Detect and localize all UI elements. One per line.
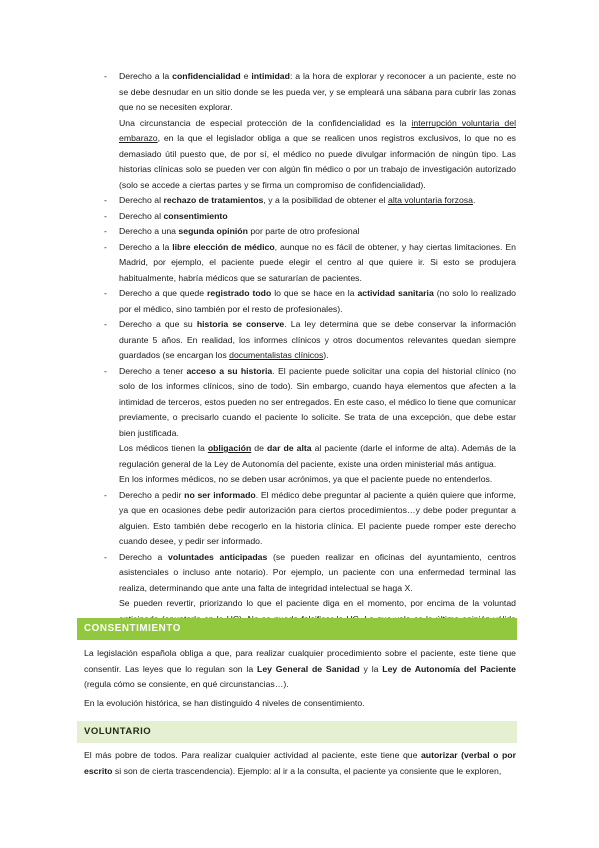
underlined-text: documentalistas clínicos [229,350,324,360]
text-run: La legislación española obliga a que, para realizar cualquier procedimiento sobre el paciente, este tiene que consentir. Las leyes que lo regulan son la [84,648,516,674]
text-run: Se pueden revertir, priorizando lo que el paciente diga en el momento, por encima de la voluntad [119,598,516,608]
bold-text: rechazo de tratamientos [163,195,264,205]
list-item [104,193,516,209]
list-item-text [119,317,516,364]
text-run: En la evolución histórica, se han distinguido 4 niveles de consentimiento. [84,698,365,708]
bold-text: confidencialidad [172,71,241,81]
list-bullet: - [104,365,107,376]
bold-text: Ley General de Sanidad [257,663,360,674]
list-bullet: - [104,71,107,81]
voluntario-paragraph [84,748,516,779]
text-run: por parte de otro profesional [247,226,360,236]
list-item-continuation [119,441,516,472]
text-run: : a la hora de explorar y reconocer a un paciente, este no se debe desnudar en un sitio donde se les pueda ver, y se empleará una sábana para cubrir las zonas que no se necesiten explorar. [119,71,516,112]
text-run: , en la que el legislador obliga a que se realicen unos registros exclusivos, lo que no es demasiado útil puesto que, de por sí, el médico no puede divulgar información de ningún tipo. Las historias clínicas solo se pueden ver con algún fin médico o por un trabajo de investigación autorizado (solo se accede a ciertas partes y se firma un compromiso de confidencialidad). [119,133,516,190]
consentimiento-paragraph-2 [84,696,516,712]
section-title: CONSENTIMIENTO [84,623,181,634]
list-bullet: - [104,195,107,205]
list-item-text [119,550,516,597]
text-run: . La ley determina que se debe conservar la información durante 5 años. En realidad, los informes clínicos y otros documentos relevantes quedan siempre guardados (se encargan los [119,319,516,360]
list-item [104,240,516,287]
text-run: y la [359,663,383,674]
text-run: (se pueden realizar en oficinas del ayuntamiento, centros asistenciales o incluso ante notario). Por ejemplo, un paciente con una enfermedad terminal las realiza, determinando que ante una falta de integridad intelectual se haga X. [119,551,516,593]
text-run: Derecho a pedir [119,489,185,500]
bold-text: dar de alta [266,443,312,453]
bold-text: actividad sanitaria [357,288,434,298]
list-item-text [119,286,516,317]
bold-text: historia se conserve [196,319,285,329]
subsection-title: VOLUNTARIO [84,726,152,737]
bold-text: autorizar (verbal o por escrito [84,750,516,776]
list-item-text [119,224,516,240]
text-run: ). [323,350,329,360]
list-item-continuation [119,472,516,488]
list-item-text [119,209,516,225]
text-run: Derecho a tener [119,365,187,376]
list-item [104,488,516,550]
bold-text: intimidad [251,71,290,81]
list-item [104,209,516,225]
text-run: Derecho a la [119,241,173,252]
list-bullet: - [104,551,107,562]
underlined-text: alta voluntaria forzosa [387,195,473,205]
list-bullet: - [104,210,107,221]
text-run: lo que se hace en la [271,288,358,298]
list-bullet: - [104,241,107,252]
text-run: En los informes médicos, no se deben usar acrónimos, ya que el paciente puede no entenderlos. [119,474,493,484]
list-bullet: - [104,226,107,236]
text-run: , aunque no es fácil de obtener, y hay ciertas limitaciones. En Madrid, por ejemplo, el paciente puede elegir el centro al que quiere ir. Si esto se produjera habitualmente, habría médicos que se saturarían de pacientes. [119,241,516,283]
text-run: . [472,195,476,205]
list-item-text [119,69,516,116]
text-run: al paciente (darle el informe de alta). Además de la regulación general de la Ley de Autonomía del paciente, existe una orden ministerial más antigua. [119,443,516,469]
text-run: Derecho al [119,195,164,205]
bold-text: libre elección de médico [172,241,275,252]
text-run: . El paciente puede solicitar una copia del historial clínico (no solo de los informes clínicos, sino de todo). Sin embargo, cuando haya elementos que afecten a la intimidad de terceros, estos pueden no ser entregados. En este caso, el médico lo tiene que comunicar previamente, o precisarlo cuando el paciente lo solicite. Se trata de una excepción, que debe estar bien justificada. [119,365,516,438]
text-run: . El médico debe preguntar al paciente a quién quiere que informe, ya que en ocasiones debe pedir autorización para ciertos procedimientos…y debe poder preguntar a alguien. Esto también debe recogerlo en la historia clínica. El paciente puede romper este derecho cuando desee, y pedir ser informado. [119,489,516,546]
text-run: (no solo lo realizado por el médico, sino también por el resto de profesionales). [119,288,516,314]
bold-text: no ser informado [184,489,256,500]
list-item-continuation [119,116,516,194]
text-run: (regula cómo se consiente, en qué circunstancias…). [84,679,289,689]
list-bullet: - [104,319,107,329]
list-item [104,364,516,488]
list-item-text [119,364,516,442]
text-run: Derecho a la [119,71,173,81]
text-run: Derecho a que quede [119,288,208,298]
text-run: Los médicos tienen la [119,443,208,453]
bold-text: consentimiento [163,210,228,221]
bold-text: registrado todo [207,288,272,298]
list-bullet: - [104,489,107,500]
text-run: e [240,71,252,81]
text-run: Una circunstancia de especial protección de la confidencialidad es la [119,117,412,128]
underlined-text: interrupción voluntaria del embarazo [119,117,517,143]
bold-text: segunda opinión [178,226,248,236]
list-item-text [119,193,516,209]
text-run: El más pobre de todos. Para realizar cualquier actividad al paciente, este tiene que [84,750,421,760]
text-run: de [251,443,267,453]
bold-text: voluntades anticipadas [168,551,268,562]
bold-text: Ley de Autonomía del Paciente [382,663,516,674]
list-item [104,69,516,193]
text-run: Derecho a [119,551,169,562]
consentimiento-paragraph-1 [84,646,516,693]
rights-list [104,69,516,643]
list-item [104,286,516,317]
bold-text: obligación [207,443,252,453]
list-bullet: - [104,288,107,298]
list-item-text [119,240,516,287]
subsection-header-voluntario [77,721,517,743]
list-item [104,224,516,240]
text-run: , y a la posibilidad de obtener el [263,195,388,205]
section-header-consentimiento [77,618,517,640]
bold-text: acceso a su historia [186,365,273,376]
text-run: si son de cierta trascendencia). Ejemplo: al ir a la consulta, el paciente ya consiente que le exploren, [112,765,502,776]
list-item [104,317,516,364]
text-run: Derecho a una [119,226,179,236]
list-item-text [119,488,516,550]
text-run: Derecho a que su [119,319,197,329]
text-run: Derecho al [119,210,164,221]
